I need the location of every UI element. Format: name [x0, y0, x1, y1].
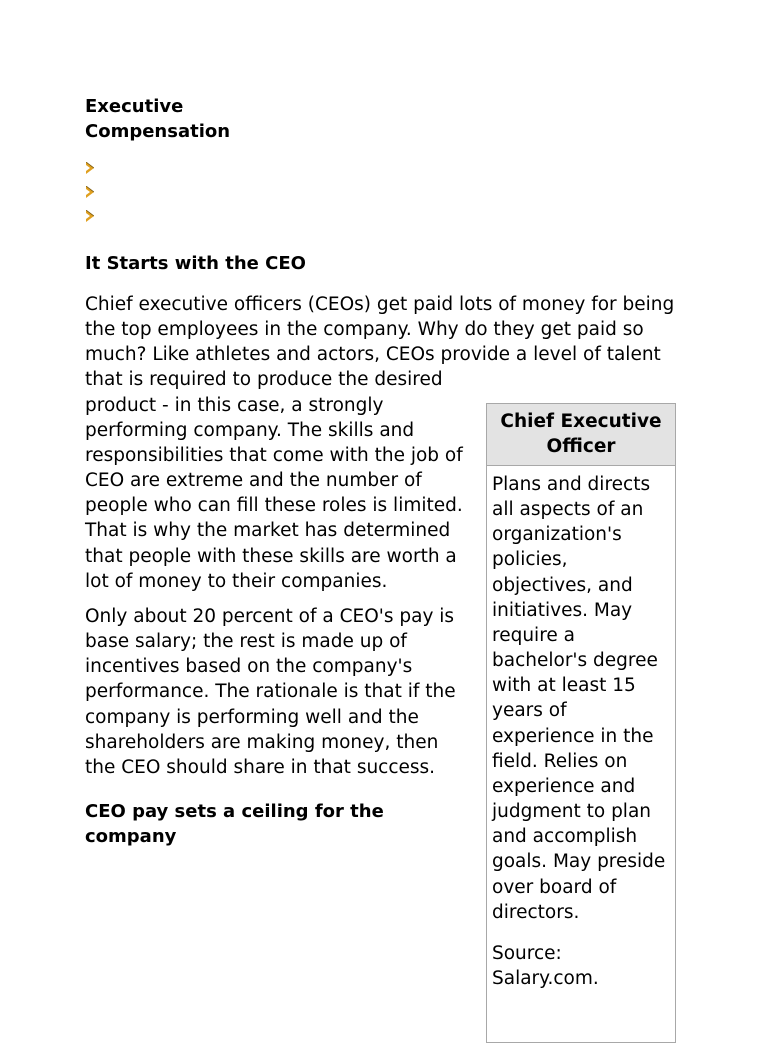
subheading: CEO pay sets a ceiling for the company [85, 800, 384, 847]
section-heading: It Starts with the CEO [85, 253, 306, 274]
sidebar-description: Plans and directs all aspects of an organization's policies, objectives, and initiatives. May require a bachelor's degree with at least 15 years of experience in the field. Relies on experience and judgment to plan and accomplish goals. May preside over board of directors. [492, 474, 666, 923]
ceo-sidebar-box [486, 403, 676, 1043]
paragraph-intro: Chief executive officers (CEOs) get paid lots of money for being the top employees in the company. Why do they get paid so much? Like athletes and actors, CEOs provide a level of talent that is required to produce the desired [85, 294, 675, 391]
page-title: Executive Compensation [85, 96, 231, 142]
sidebar-source: Source: Salary.com. [492, 942, 599, 989]
sidebar-title: Chief Executive Officer [487, 404, 675, 466]
arrow-bullet-icon [86, 210, 94, 222]
sidebar-body [487, 466, 675, 991]
arrow-bullet-icon [86, 162, 94, 174]
arrow-bullet-icon [86, 186, 94, 198]
paragraph-continued: product - in this case, a strongly performing company. The skills and responsibilities that come with the job of CEO are extreme and the number of people who can fill these roles is limited. That is why the market has determined that people with these skills are worth a lot of money to their companies. [85, 394, 463, 592]
paragraph-ceo-pay: Only about 20 percent of a CEO's pay is base salary; the rest is made up of incentives based on the company's performance. The rationale is that if the company is performing well and the shareholders are making money, then the CEO should share in that success. [85, 605, 456, 778]
